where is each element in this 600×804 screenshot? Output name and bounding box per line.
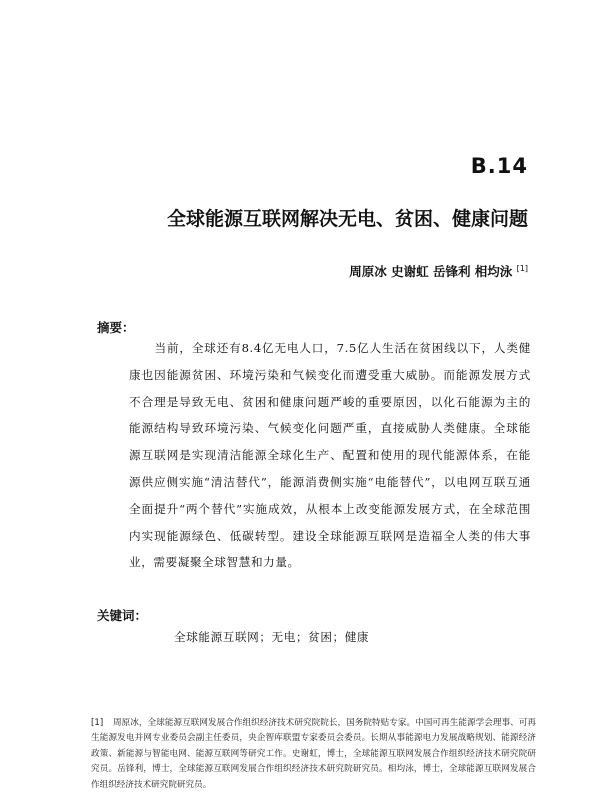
author-names: 周原冰 史谢虹 岳锋利 相均泳 — [349, 264, 513, 279]
abstract-label: 摘要： — [97, 320, 135, 335]
article-title: 全球能源互联网解决无电、贫困、健康问题 — [166, 208, 528, 230]
keywords-label: 关键词： — [97, 608, 148, 623]
footnote-marker: [1] — [91, 718, 104, 728]
abstract-body: 当前，全球还有8.4亿无电人口，7.5亿人生活在贫困线以下，人类健康也因能源贫困、环境污染和气候变化而遭受重大威胁。而能源发展方式不合理是导致无电、贫困和健康问题严峻的重要原因，以化石能源为主的能源结构导致环境污染、气候变化问题严重，直接威胁人类健康。全球能源互联网是实现清洁能源全球化生产、配置和使用的现代能源体系，在能源供应侧实施“清洁替代”，能源消费侧实施“电能替代”，以电网互联互通全面提升“两个替代”实施成效，从根本上改变能源发展方式，在全球范围内实现能源绿色、低碳转型。建设全球能源互联网是造福全人类的伟大事业，需要凝聚全球智慧和力量。 — [129, 341, 531, 570]
report-number: B.14 — [470, 154, 528, 178]
footnote-text: 周原冰，全球能源互联网发展合作组织经济技术研究院院长，国务院特贴专家。中国可再生能源学会理事、可再生能源发电并网专业委员会副主任委员，央企智库联盟专家委员会委员。长期从事能源电力发展战略规划、能源经济政策、新能源与智能电网、能源互联网等研究工作。史谢虹，博士，全球能源互联网发展合作组织经济技术研究院研究员。岳锋利，博士，全球能源互联网发展合作组织经济技术研究院研究员。相均泳，博士，全球能源互联网发展合作组织经济技术研究院研究员。 — [91, 718, 536, 790]
keywords-body: 全球能源互联网；无电；贫困；健康 — [174, 630, 370, 644]
author-footnote — [91, 716, 536, 793]
author-footnote-ref: [1] — [516, 263, 528, 273]
author-line — [349, 262, 528, 280]
